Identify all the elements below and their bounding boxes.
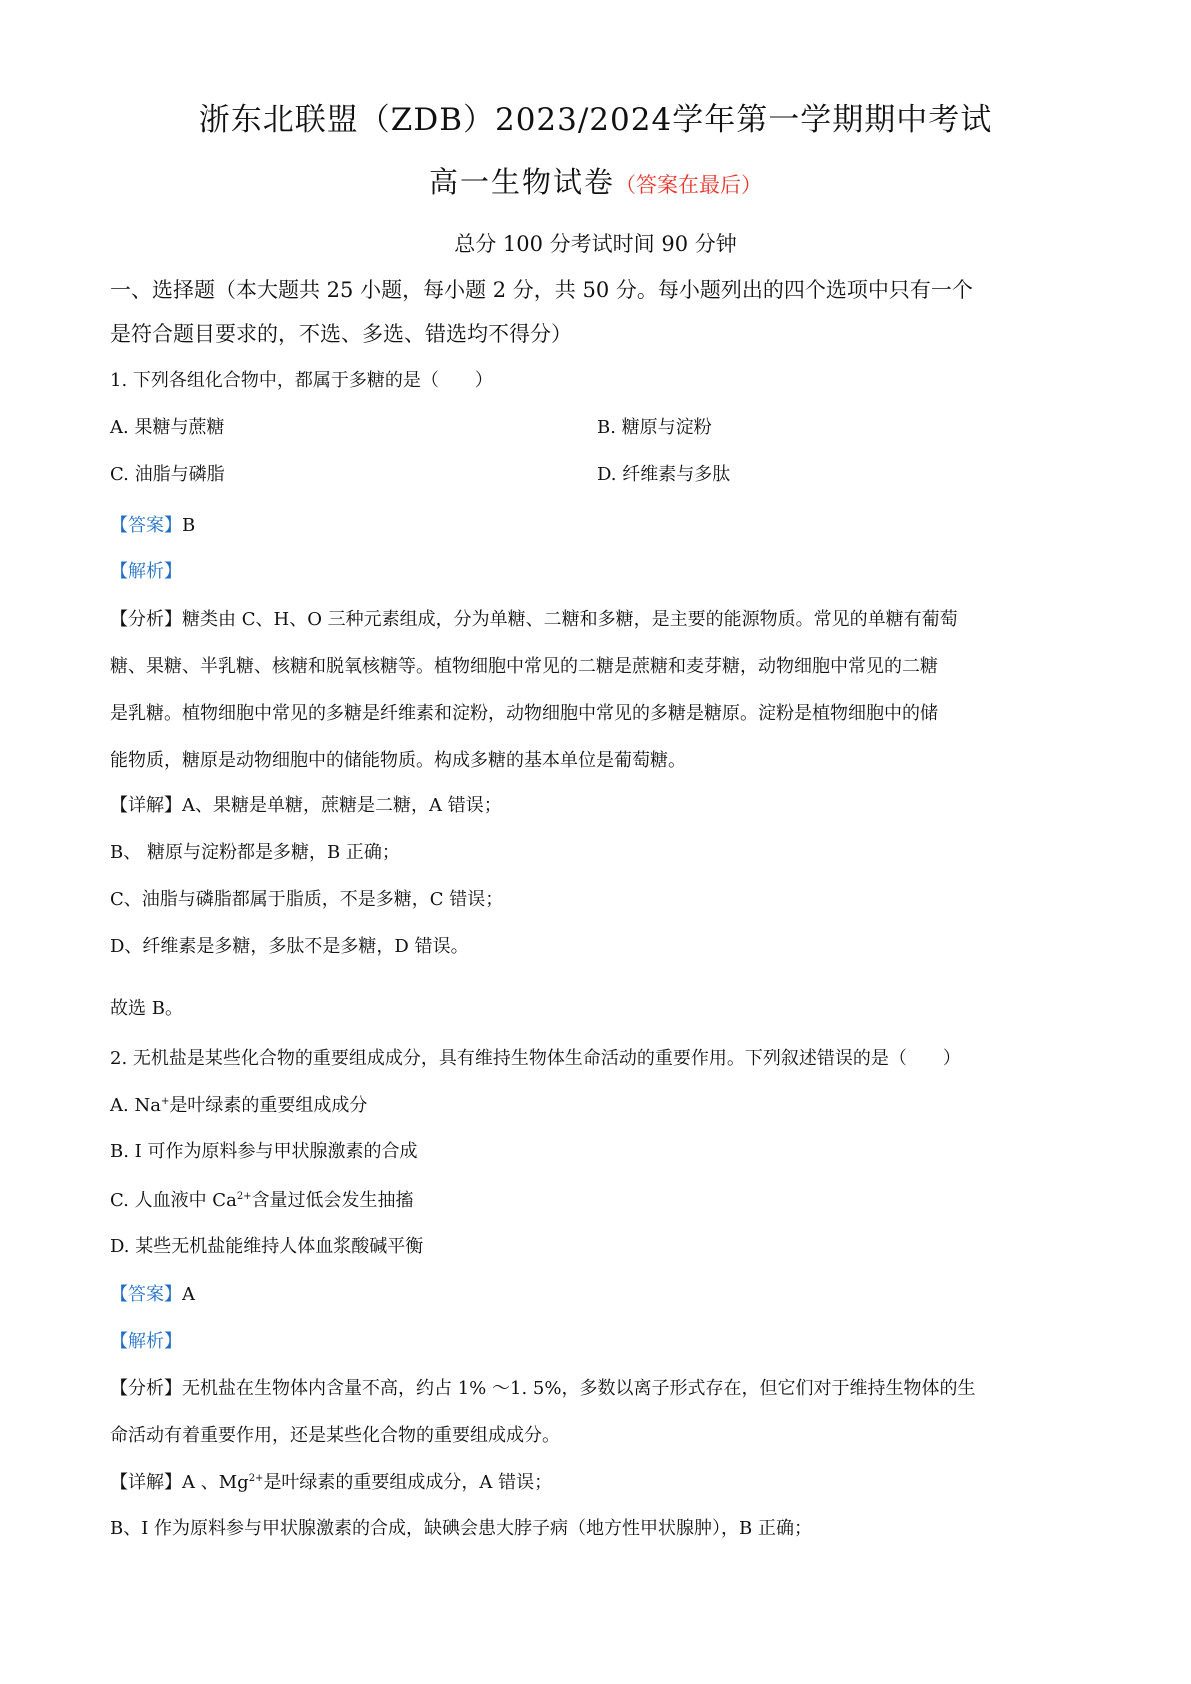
superscript: 2+: [248, 1473, 264, 1484]
text-run: 是叶绿素的重要组成成分，A 错误；: [263, 1472, 553, 1493]
answer-tag: 【答案】: [110, 1284, 182, 1305]
q1-option-b: B. 糖原与淀粉: [597, 417, 712, 438]
superscript: +: [160, 1096, 170, 1107]
q2-detail-2: B、I 作为原料参与甲状腺激素的合成，缺碘会患大脖子病（地方性甲状腺肿），B 正确；: [110, 1518, 813, 1539]
text-run: 是叶绿素的重要组成成分: [169, 1095, 368, 1116]
text-line: 【分析】糖类由 C、H、O 三种元素组成，分为单糖、二糖和多糖，是主要的能源物质。常见的单糖有葡萄: [110, 609, 958, 630]
q1-option-a: A. 果糖与蔗糖: [110, 417, 225, 438]
text-line: 【详解】A、果糖是单糖，蔗糖是二糖，A 错误；: [110, 795, 502, 816]
exam-subtitle: 高一生物试卷: [428, 165, 615, 199]
q1-conclusion: 故选 B。: [110, 998, 183, 1019]
superscript: 2+: [236, 1191, 252, 1202]
text-run: 含量过低会发生抽搐: [251, 1190, 414, 1211]
q2-stem: 2. 无机盐是某些化合物的重要组成成分，具有维持生物体生命活动的重要作用。下列叙述错误的是（ ）: [110, 1048, 961, 1069]
text-line: 是乳糖。植物细胞中常见的多糖是纤维素和淀粉，动物细胞中常见的多糖是糖原。淀粉是植物细胞中的储: [110, 703, 938, 724]
text-run: C. 人血液中 Ca: [110, 1190, 237, 1211]
answer-value: A: [182, 1284, 195, 1305]
q2-analysis-tag: 【解析】: [110, 1331, 182, 1352]
text-run: 【详解】A 、Mg: [110, 1472, 249, 1493]
answer-tag: 【答案】: [110, 515, 182, 536]
exam-info: 总分 100 分考试时间 90 分钟: [454, 232, 737, 256]
answer-location-note: （答案在最后）: [615, 173, 762, 197]
text-line: D、纤维素是多糖，多肽不是多糖，D 错误。: [110, 936, 469, 957]
q1-detail: [110, 782, 503, 970]
subtitle-line: [0, 160, 1191, 201]
text-line: C、油脂与磷脂都属于脂质，不是多糖，C 错误；: [110, 889, 504, 910]
q2-answer: [110, 1280, 195, 1306]
q2-option-d: D. 某些无机盐能维持人体血浆酸碱平衡: [110, 1236, 424, 1257]
q2-fenxi: [110, 1365, 975, 1459]
exam-title: 浙东北联盟（ZDB）2023/2024学年第一学期期中考试: [198, 102, 993, 138]
text-line: 能物质，糖原是动物细胞中的储能物质。构成多糖的基本单位是葡萄糖。: [110, 750, 686, 771]
q1-analysis-tag: 【解析】: [110, 561, 182, 582]
text-line: 命活动有着重要作用，还是某些化合物的重要组成成分。: [110, 1425, 560, 1446]
q1-option-d: D. 纤维素与多肽: [597, 464, 731, 485]
section-line-1: 一、选择题（本大题共 25 小题，每小题 2 分，共 50 分。每小题列出的四个选项中只有一个: [110, 278, 973, 302]
q1-stem: 1. 下列各组化合物中，都属于多糖的是（ ）: [110, 370, 493, 391]
answer-value: B: [182, 515, 196, 536]
q1-answer: [110, 511, 195, 537]
q2-option-c: [110, 1186, 414, 1212]
q2-option-b: B. I 可作为原料参与甲状腺激素的合成: [110, 1141, 418, 1162]
text-line: 糖、果糖、半乳糖、核糖和脱氧核糖等。植物细胞中常见的二糖是蔗糖和麦芽糖，动物细胞中常见的二糖: [110, 656, 938, 677]
q1-fenxi: [110, 596, 958, 784]
section-line-2: 是符合题目要求的，不选、多选、错选均不得分）: [110, 322, 572, 346]
text-line: 【分析】无机盐在生物体内含量不高，约占 1% ～1. 5%，多数以离子形式存在，但它们对于维持生物体的生: [110, 1378, 976, 1399]
q2-option-a: [110, 1091, 367, 1117]
text-line: B、 糖原与淀粉都是多糖，B 正确；: [110, 842, 400, 863]
q1-option-c: C. 油脂与磷脂: [110, 464, 225, 485]
section-instructions: [110, 268, 973, 356]
q2-detail-1: [110, 1468, 552, 1494]
text-run: A. Na: [110, 1095, 161, 1116]
